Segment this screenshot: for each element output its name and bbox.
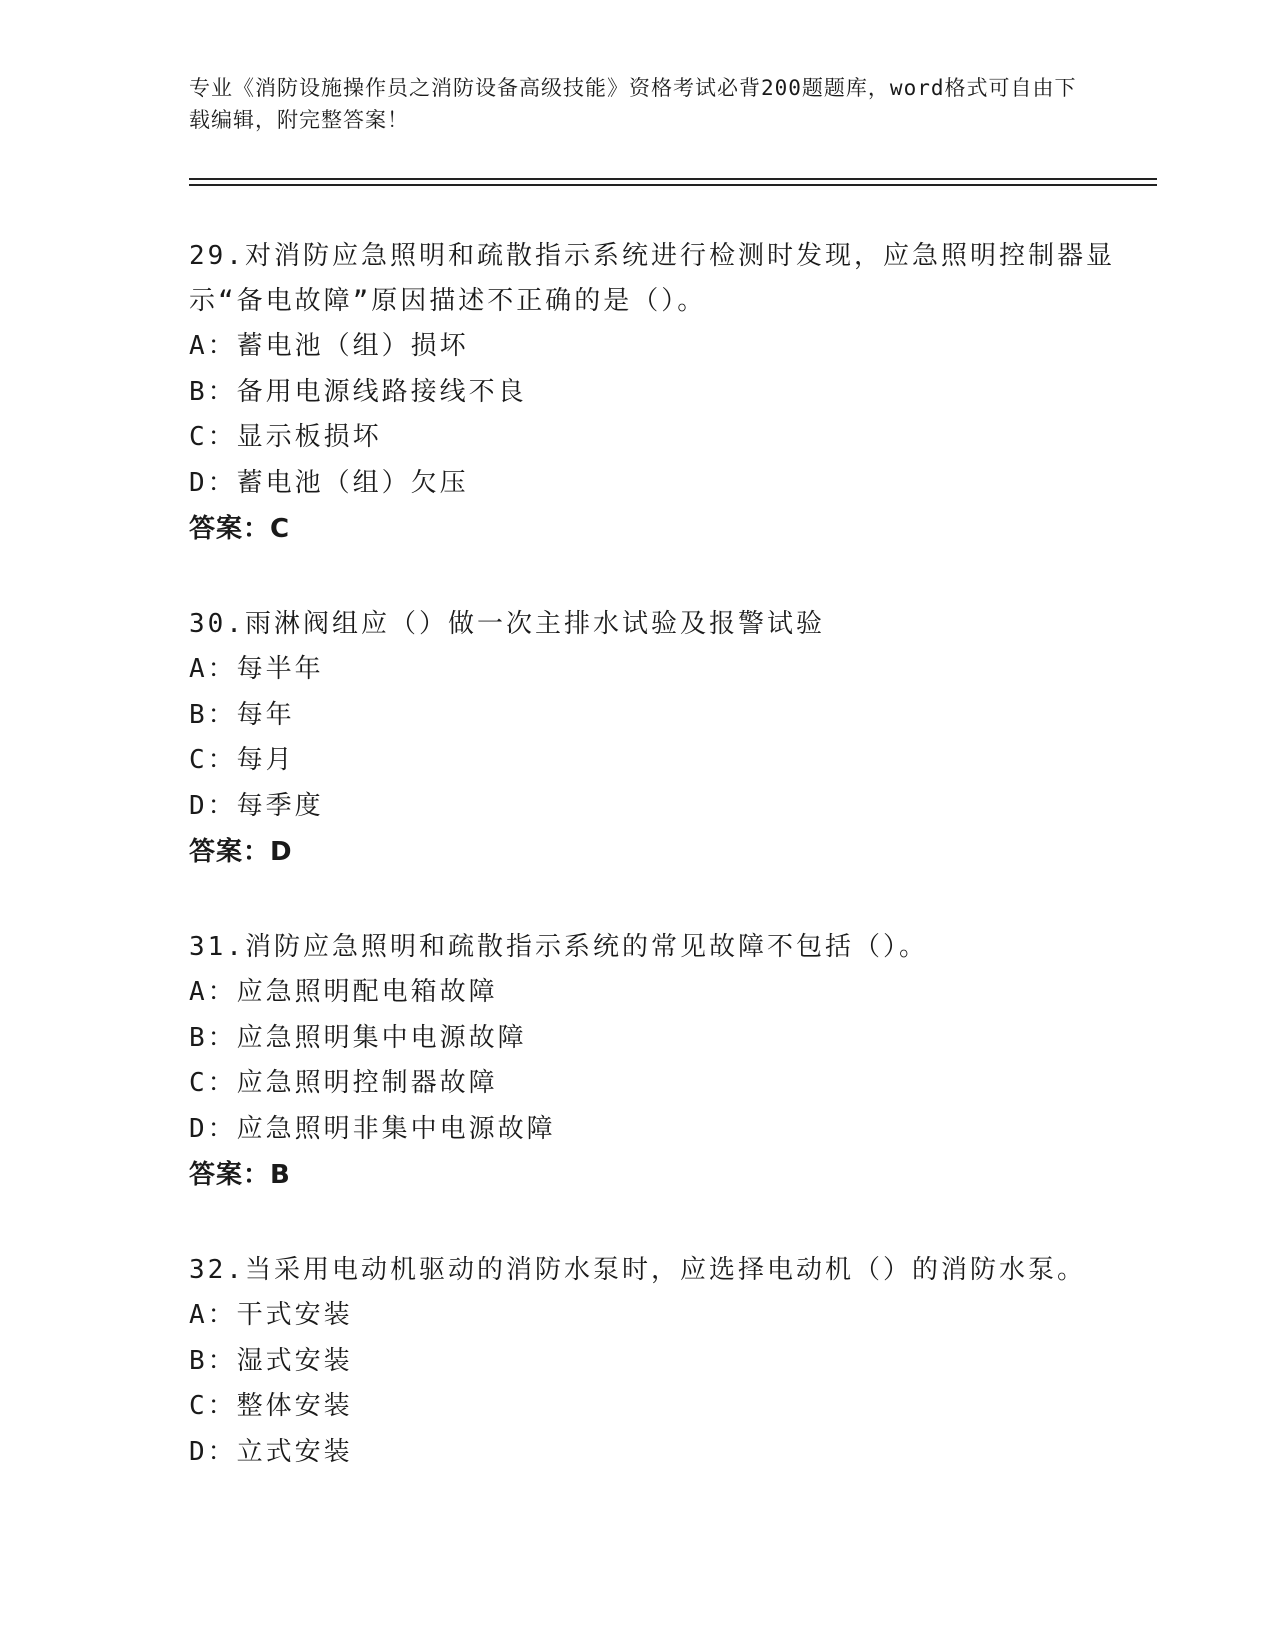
option-a: A：干式安装 — [189, 1300, 353, 1330]
question-30 — [189, 602, 1129, 875]
option-b: B：应急照明集中电源故障 — [189, 1022, 527, 1053]
option-a: A：蓄电池（组）损坏 — [189, 331, 469, 361]
question-text: 30.雨淋阀组应（）做一次主排水试验及报警试验 — [189, 609, 825, 639]
option-c: C：每月 — [189, 745, 295, 775]
answer-label: 答案：D — [189, 837, 293, 867]
question-29 — [189, 234, 1129, 552]
question-text: 29.对消防应急照明和疏散指示系统进行检测时发现，应急照明控制器显示“备电故障”原因描述不正确的是（）。 — [189, 241, 1115, 316]
answer-label: 答案：B — [189, 1160, 291, 1190]
question-32 — [189, 1248, 1129, 1475]
document-header: 专业《消防设施操作员之消防设备高级技能》资格考试必背200题题库，word格式可自由下载编辑，附完整答案！ — [189, 76, 1077, 132]
question-text: 31.消防应急照明和疏散指示系统的常见故障不包括（）。 — [189, 932, 928, 962]
question-text: 32.当采用电动机驱动的消防水泵时，应选择电动机（）的消防水泵。 — [189, 1255, 1086, 1285]
option-a: A：每半年 — [189, 654, 324, 684]
option-b: B：湿式安装 — [189, 1345, 353, 1376]
header-divider-bottom — [189, 184, 1157, 186]
option-d: D：立式安装 — [189, 1436, 353, 1467]
option-c: C：整体安装 — [189, 1391, 353, 1421]
option-b: B：每年 — [189, 699, 295, 730]
question-31 — [189, 925, 1129, 1198]
option-c: C：应急照明控制器故障 — [189, 1068, 498, 1098]
option-b: B：备用电源线路接线不良 — [189, 376, 527, 407]
option-a: A：应急照明配电箱故障 — [189, 977, 498, 1007]
option-d: D：每季度 — [189, 790, 324, 821]
header-divider-top — [189, 178, 1157, 180]
option-d: D：蓄电池（组）欠压 — [189, 467, 469, 498]
answer-label: 答案：C — [189, 514, 291, 544]
option-d: D：应急照明非集中电源故障 — [189, 1113, 556, 1144]
option-c: C：显示板损坏 — [189, 422, 382, 452]
question-list — [189, 234, 1129, 1525]
